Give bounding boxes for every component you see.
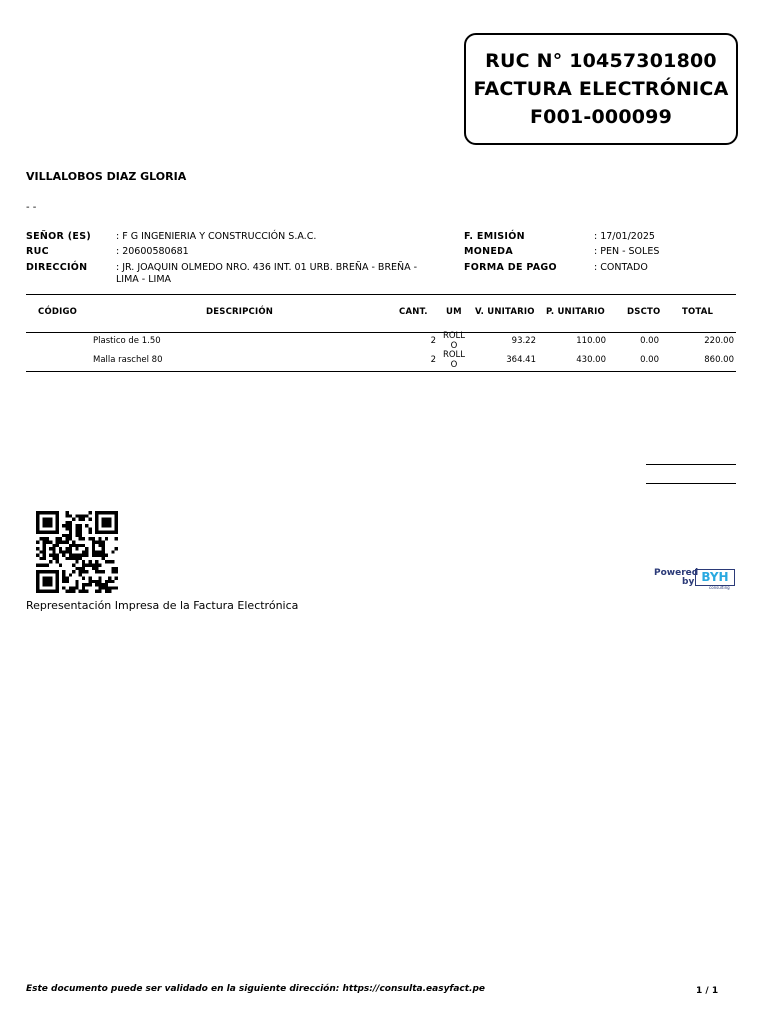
summary-line-1 — [646, 464, 736, 465]
byh-brand: BYH — [695, 569, 735, 586]
document-type: FACTURA ELECTRÓNICA — [473, 78, 729, 100]
row-total: 220.00 — [704, 336, 734, 346]
qr-code — [33, 511, 121, 593]
col-header-descripcion: DESCRIPCIÓN — [206, 307, 274, 317]
row-um — [441, 350, 467, 370]
client-label-senor: SEÑOR (ES) — [26, 231, 91, 242]
client-senor-value: : F G INGENIERIA Y CONSTRUCCIÓN S.A.C. — [116, 231, 317, 242]
row-cant: 2 — [430, 355, 436, 365]
client-direccion-line1: : JR. JOAQUIN OLMEDO NRO. 436 INT. 01 URB. BREÑA - BREÑA - — [116, 262, 418, 273]
brand-subtitle: consulting — [709, 585, 730, 590]
col-header-v-unitario: V. UNITARIO — [475, 307, 535, 317]
table-top-rule — [26, 294, 736, 295]
row-dscto: 0.00 — [640, 355, 659, 365]
powered-by-logo — [654, 568, 736, 592]
row-total: 860.00 — [704, 355, 734, 365]
client-label-ruc: RUC — [26, 246, 49, 257]
moneda-value: : PEN - SOLES — [594, 246, 660, 257]
client-label-direccion: DIRECCIÓN — [26, 262, 88, 273]
issuer-name: VILLALOBOS DIAZ GLORIA — [26, 170, 187, 183]
representation-text: Representación Impresa de la Factura Electrónica — [26, 599, 299, 612]
summary-line-2 — [646, 483, 736, 484]
fecha-emision-value: : 17/01/2025 — [594, 231, 655, 242]
col-header-um: UM — [446, 307, 462, 317]
label-moneda: MONEDA — [464, 246, 514, 257]
ruc-box — [464, 33, 738, 145]
row-p-unitario: 430.00 — [576, 355, 606, 365]
by-word: by — [682, 577, 695, 587]
row-dscto: 0.00 — [640, 336, 659, 346]
forma-pago-value: : CONTADO — [594, 262, 648, 273]
row-v-unitario: 93.22 — [511, 336, 536, 346]
client-ruc-value: : 20600580681 — [116, 246, 189, 257]
row-um-line2: O — [450, 360, 458, 370]
col-header-total: TOTAL — [682, 307, 714, 317]
row-um-line2: O — [450, 341, 458, 351]
client-direccion-line2: LIMA - LIMA — [116, 274, 172, 285]
row-v-unitario: 364.41 — [506, 355, 536, 365]
row-um-line1: ROLL — [442, 350, 466, 360]
table-bottom-rule — [26, 371, 736, 372]
col-header-cant: CANT. — [399, 307, 428, 317]
document-number: F001-000099 — [529, 106, 673, 128]
row-cant: 2 — [430, 336, 436, 346]
label-forma-pago: FORMA DE PAGO — [464, 262, 557, 273]
table-header-rule — [26, 332, 736, 333]
label-fecha-emision: F. EMISIÓN — [464, 231, 525, 242]
powered-word: Powered — [654, 568, 699, 578]
row-um — [441, 331, 467, 351]
col-header-codigo: CÓDIGO — [38, 307, 78, 317]
row-descripcion: Plastico de 1.50 — [93, 336, 161, 346]
ruc-number: RUC N° 10457301800 — [485, 50, 717, 72]
page-number: 1 / 1 — [696, 986, 719, 996]
issuer-address: - - — [26, 202, 37, 213]
col-header-dscto: DSCTO — [627, 307, 661, 317]
col-header-p-unitario: P. UNITARIO — [546, 307, 605, 317]
row-p-unitario: 110.00 — [576, 336, 606, 346]
row-descripcion: Malla raschel 80 — [93, 355, 163, 365]
row-um-line1: ROLL — [442, 331, 466, 341]
validation-note: Este documento puede ser validado en la siguiente dirección: https://consulta.easyfact.pe — [26, 984, 486, 994]
